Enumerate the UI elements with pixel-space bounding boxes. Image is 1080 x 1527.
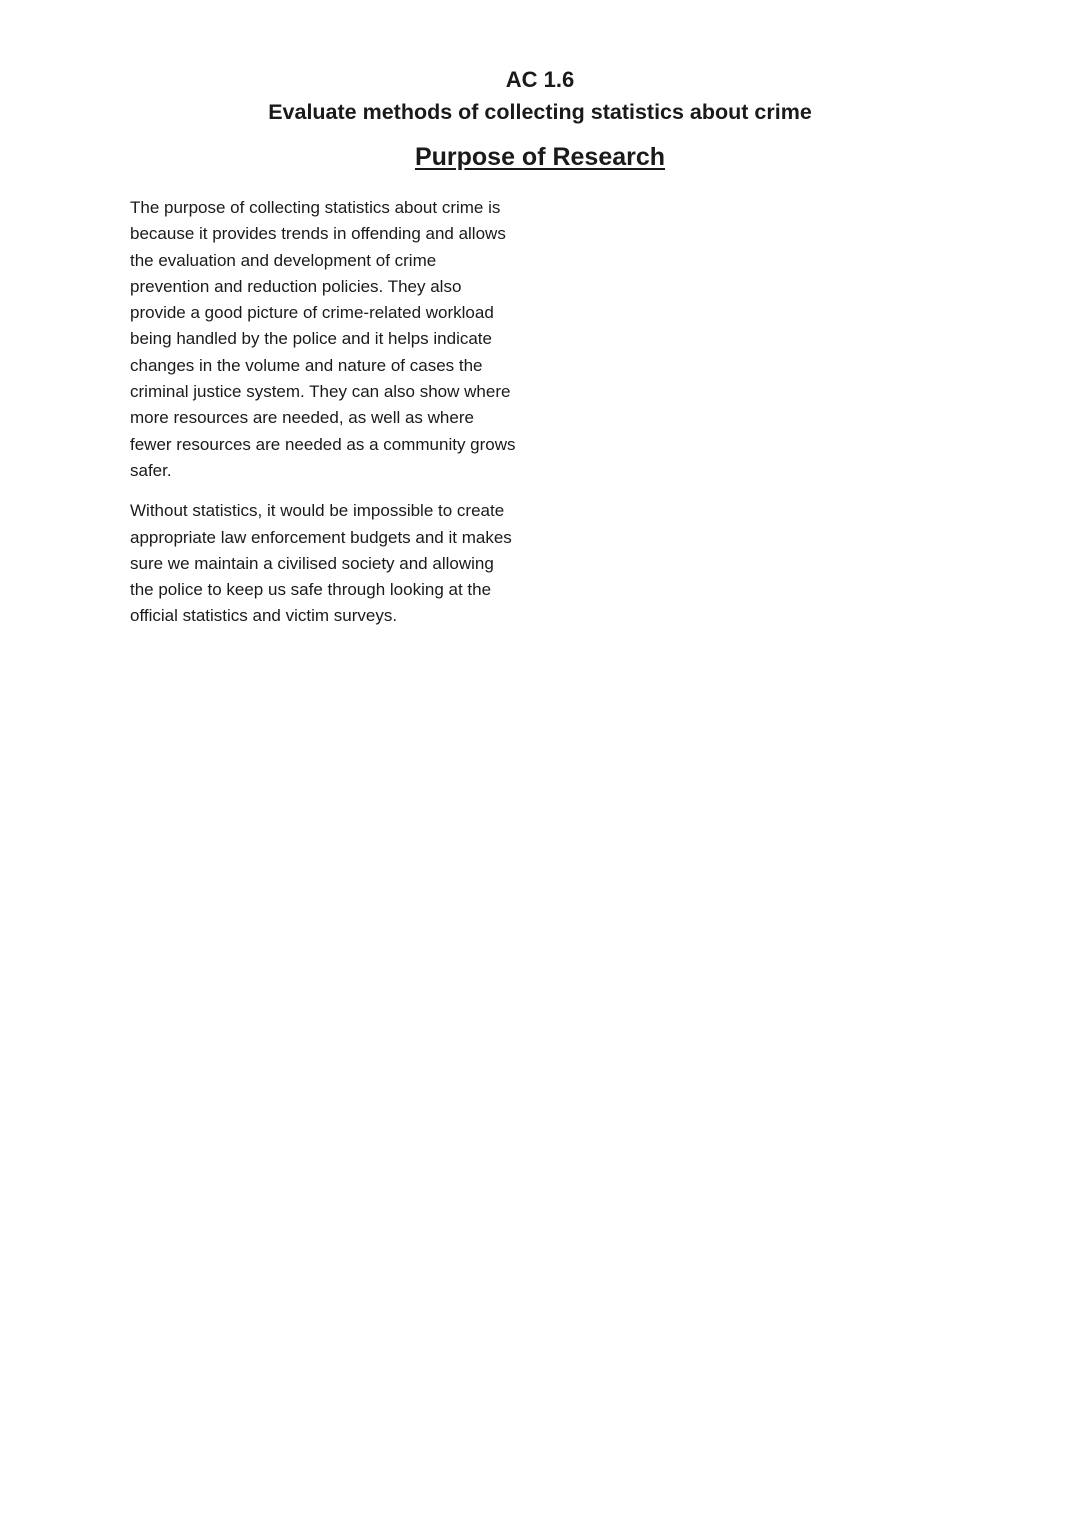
section-heading-text: Purpose of Research (414, 143, 666, 171)
paragraph-2: Without statistics, it would be impossible to create appropriate law enforcement budgets and it makes sure we maintain a civilised society and allowing the police to keep us safe through looking at the official statistics and victim surveys. (130, 501, 512, 626)
body-text (130, 195, 518, 644)
paragraph-1: The purpose of collecting statistics about crime is because it provides trends in offending and allows the evaluation and development of crime prevention and reduction policies. They also provide a good picture of crime-related workload being handled by the police and it helps indicate changes in the volume and nature of cases the criminal justice system. They can also show where more resources are needed, as well as where fewer resources are needed as a community grows safer. (130, 198, 516, 480)
document-subtitle: Evaluate methods of collecting statistics about crime (268, 100, 812, 124)
document-code: AC 1.6 (505, 67, 575, 92)
section-heading (0, 141, 1080, 173)
